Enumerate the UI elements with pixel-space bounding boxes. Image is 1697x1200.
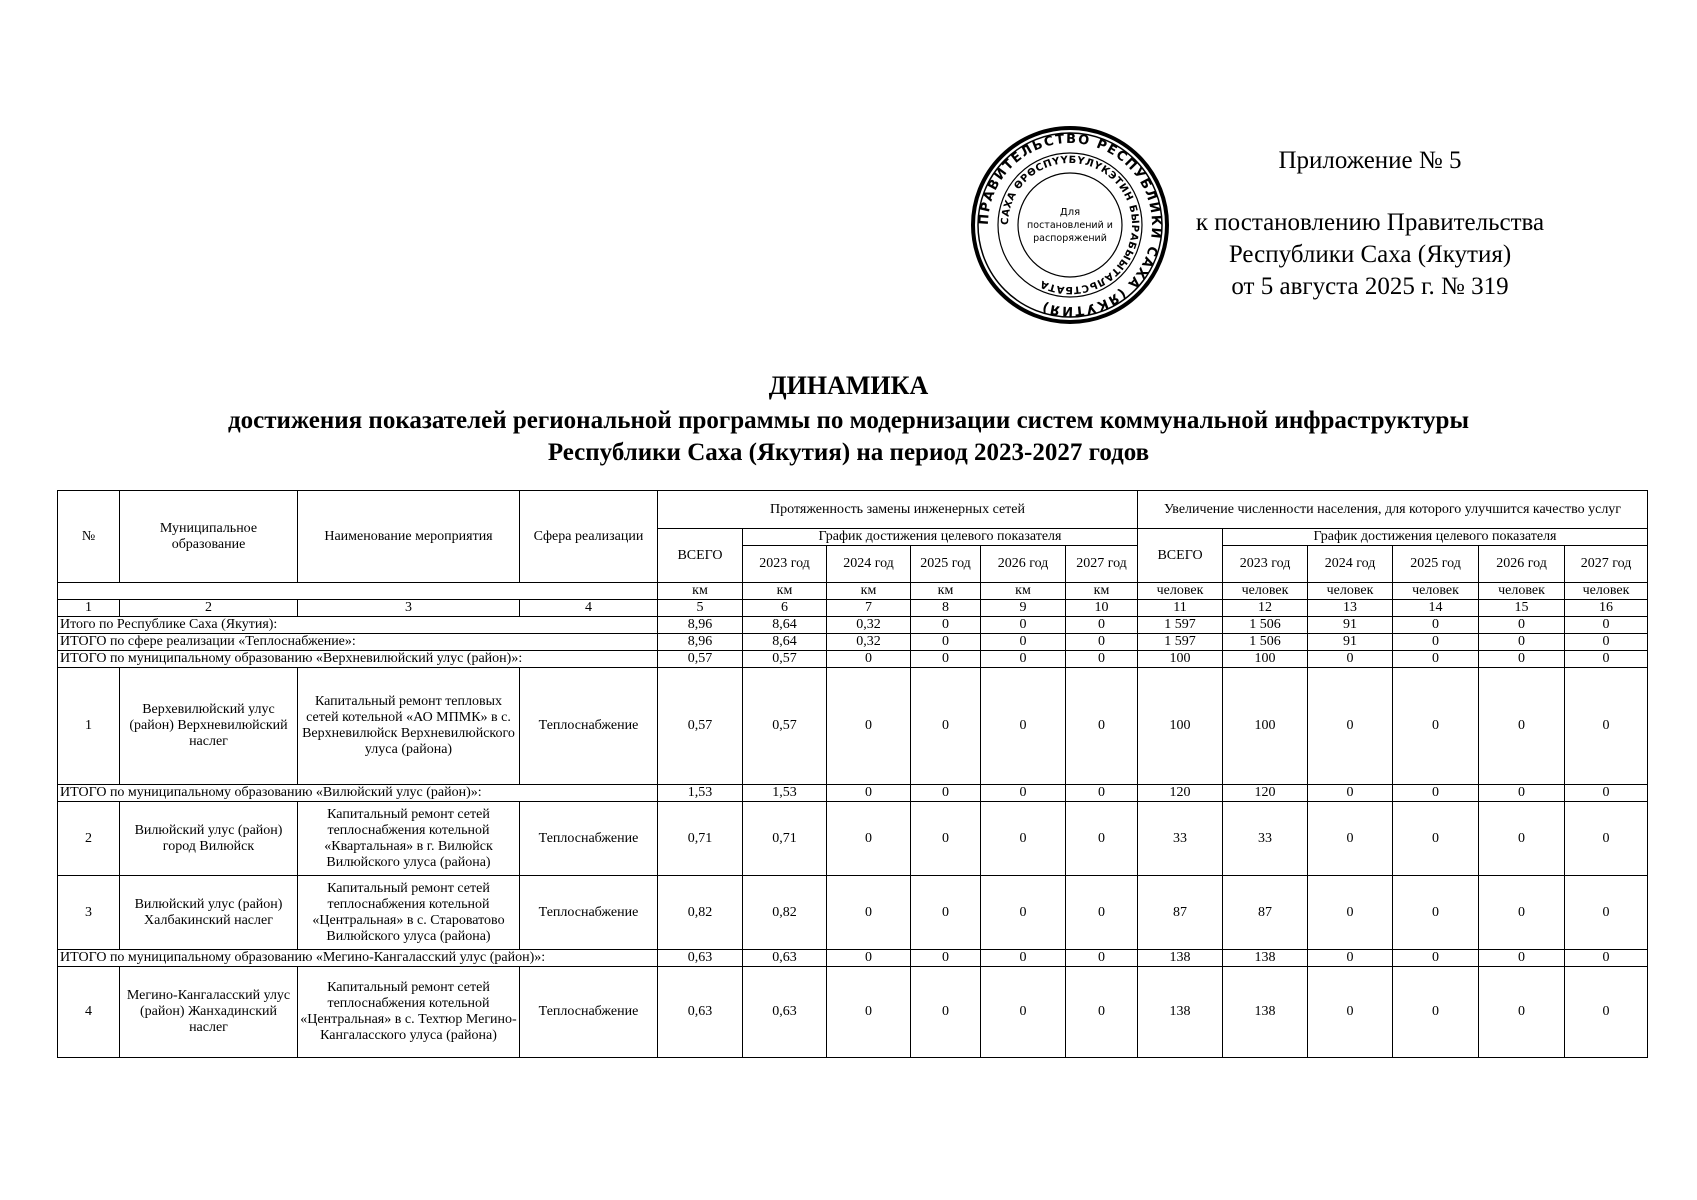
header-total-km: ВСЕГО (658, 529, 743, 583)
table-cell: 0,57 (743, 668, 827, 785)
table-cell: 138 (1223, 950, 1308, 967)
unit-spacer (58, 583, 658, 600)
table-cell: 0 (1308, 950, 1393, 967)
table-cell: 8,64 (743, 617, 827, 634)
row-municipality: Верхевилюйский улус (район) Верхневилюйский наслег (120, 668, 298, 785)
table-cell: 0 (1308, 802, 1393, 876)
header-year-km: 2027 год (1066, 546, 1138, 583)
table-cell: 0 (1066, 967, 1138, 1058)
header-sphere: Сфера реализации (520, 491, 658, 583)
table-cell: 0 (1565, 634, 1648, 651)
header-population-group: Увеличение численности населения, для которого улучшится качество услуг (1138, 491, 1648, 529)
table-cell: 0 (911, 634, 981, 651)
table-cell: 33 (1223, 802, 1308, 876)
table-cell: 0 (1393, 668, 1479, 785)
unit-km: км (658, 583, 743, 600)
table-cell: 0 (1393, 651, 1479, 668)
column-number: 4 (520, 600, 658, 617)
appendix-line-1: к постановлению Правительства (1195, 209, 1545, 236)
column-number-row (58, 600, 1648, 617)
column-number: 6 (743, 600, 827, 617)
total-row-label: Итого по Республике Саха (Якутия): (58, 617, 658, 634)
table-cell: 0 (1393, 634, 1479, 651)
table-cell: 87 (1223, 876, 1308, 950)
column-number: 13 (1308, 600, 1393, 617)
column-number: 16 (1565, 600, 1648, 617)
header-year-people: 2025 год (1393, 546, 1479, 583)
appendix-header (1160, 145, 1580, 303)
table-cell: 0 (827, 802, 911, 876)
appendix-line-3: от 5 августа 2025 г. № 319 (1231, 273, 1509, 300)
header-year-km: 2026 год (981, 546, 1066, 583)
header-measure: Наименование мероприятия (298, 491, 520, 583)
table-cell: 0,71 (658, 802, 743, 876)
table-cell: 100 (1223, 651, 1308, 668)
table-cell: 91 (1308, 617, 1393, 634)
column-number: 14 (1393, 600, 1479, 617)
seal-center-line-2: постановлений и (1027, 220, 1113, 231)
appendix-line-2: Республики Саха (Якутия) (1228, 241, 1512, 268)
table-cell: 0 (1308, 668, 1393, 785)
table-cell: 0 (827, 785, 911, 802)
dynamics-table (57, 490, 1648, 1058)
table-cell: 0 (1479, 634, 1565, 651)
table-cell: 0,82 (743, 876, 827, 950)
table-cell: 0 (1066, 617, 1138, 634)
table-cell: 0 (981, 668, 1066, 785)
total-row-sphere (58, 634, 1648, 651)
table-cell: 0 (1479, 802, 1565, 876)
table-cell: 8,96 (658, 634, 743, 651)
unit-people: человек (1223, 583, 1308, 600)
table-cell: 0 (1066, 876, 1138, 950)
row-measure: Капитальный ремонт сетей теплоснабжения котельной «Центральная» в с. Техтюр Мегино-Кангаласского улуса (района) (298, 967, 520, 1058)
header-year-people: 2024 год (1308, 546, 1393, 583)
table-cell: 0 (1479, 950, 1565, 967)
header-municipality: Муниципальное образование (120, 491, 298, 583)
table-cell: 0,63 (658, 950, 743, 967)
table-cell: 0 (981, 967, 1066, 1058)
header-total-people: ВСЕГО (1138, 529, 1223, 583)
column-number: 9 (981, 600, 1066, 617)
seal-center-line-1: Для (1059, 207, 1081, 218)
header-year-km: 2024 год (827, 546, 911, 583)
table-cell: 0 (981, 876, 1066, 950)
table-cell: 1 597 (1138, 634, 1223, 651)
unit-people: человек (1479, 583, 1565, 600)
table-cell: 0 (981, 785, 1066, 802)
header-schedule-km: График достижения целевого показателя (743, 529, 1138, 546)
row-measure: Капитальный ремонт сетей теплоснабжения котельной «Центральная» в с. Староватово Вилюйского улуса (района) (298, 876, 520, 950)
column-number: 11 (1138, 600, 1223, 617)
table-cell: 0 (1066, 785, 1138, 802)
table-cell: 1 597 (1138, 617, 1223, 634)
table-cell: 0 (981, 802, 1066, 876)
table-row (58, 668, 1648, 785)
unit-km: км (743, 583, 827, 600)
table-cell: 0,71 (743, 802, 827, 876)
table-cell: 91 (1308, 634, 1393, 651)
table-cell: 0 (1393, 785, 1479, 802)
table-cell: 0 (1479, 967, 1565, 1058)
table-cell: 0,63 (743, 950, 827, 967)
table-cell: 8,96 (658, 617, 743, 634)
table-row (58, 876, 1648, 950)
table-cell: 8,64 (743, 634, 827, 651)
column-number: 8 (911, 600, 981, 617)
table-cell: 0 (1393, 950, 1479, 967)
row-number: 4 (58, 967, 120, 1058)
table-cell: 1 506 (1223, 617, 1308, 634)
row-sphere: Теплоснабжение (520, 668, 658, 785)
official-seal (970, 125, 1170, 325)
column-number: 12 (1223, 600, 1308, 617)
table-cell: 33 (1138, 802, 1223, 876)
table-cell: 0 (1066, 802, 1138, 876)
table-cell: 0 (1565, 950, 1648, 967)
table-cell: 1,53 (658, 785, 743, 802)
row-municipality: Вилюйский улус (район) город Вилюйск (120, 802, 298, 876)
row-sphere: Теплоснабжение (520, 967, 658, 1058)
table-cell: 0 (1308, 785, 1393, 802)
table-cell: 0 (911, 876, 981, 950)
header-length-group: Протяженность замены инженерных сетей (658, 491, 1138, 529)
unit-km: км (827, 583, 911, 600)
table-cell: 0 (1565, 651, 1648, 668)
unit-km: км (911, 583, 981, 600)
table-cell: 0 (1565, 785, 1648, 802)
row-measure: Капитальный ремонт тепловых сетей котельной «АО МПМК» в с. Верхневилюйск Верхневилюйского улуса (района) (298, 668, 520, 785)
table-row (58, 967, 1648, 1058)
table-cell: 0 (1393, 617, 1479, 634)
table-cell: 138 (1223, 967, 1308, 1058)
table-cell: 87 (1138, 876, 1223, 950)
unit-people: человек (1308, 583, 1393, 600)
table-cell: 0 (1479, 785, 1565, 802)
header-year-people: 2026 год (1479, 546, 1565, 583)
column-number: 1 (58, 600, 120, 617)
table-cell: 0 (981, 634, 1066, 651)
table-cell: 0,57 (658, 651, 743, 668)
table-cell: 138 (1138, 967, 1223, 1058)
table-cell: 0 (1308, 651, 1393, 668)
table-cell: 0 (827, 876, 911, 950)
table-cell: 0,32 (827, 634, 911, 651)
seal-center-line-3: распоряжений (1033, 233, 1107, 244)
column-number: 5 (658, 600, 743, 617)
table-cell: 0 (981, 617, 1066, 634)
table-cell: 0 (1479, 876, 1565, 950)
table-cell: 0 (1066, 668, 1138, 785)
table-cell: 0 (911, 967, 981, 1058)
header-schedule-people: График достижения целевого показателя (1223, 529, 1648, 546)
table-cell: 0,63 (743, 967, 827, 1058)
total-row-megino (58, 950, 1648, 967)
table-cell: 0 (911, 668, 981, 785)
table-cell: 100 (1223, 668, 1308, 785)
table-cell: 0 (1565, 802, 1648, 876)
row-measure: Капитальный ремонт сетей теплоснабжения котельной «Квартальная» в г. Вилюйск Вилюйского улуса (района) (298, 802, 520, 876)
total-row-verkhnevilyuy (58, 651, 1648, 668)
row-municipality: Мегино-Кангаласский улус (район) Жанхадинский наслег (120, 967, 298, 1058)
table-cell: 0 (1565, 617, 1648, 634)
table-cell: 0 (981, 651, 1066, 668)
table-cell: 0 (1308, 876, 1393, 950)
seal-outer-text: ПРАВИТЕЛЬСТВО РЕСПУБЛИКИ САХА (ЯКУТИЯ) (976, 131, 1164, 319)
table-cell: 0 (911, 950, 981, 967)
seal-inner-text: САХА ӨРӨСПҮҮБҮЛҮКЭТИН БЫРАБЫЫТАЛЬСТБАТА (999, 154, 1141, 296)
table-cell: 0 (827, 651, 911, 668)
table-cell: 0 (1479, 668, 1565, 785)
table-cell: 0,32 (827, 617, 911, 634)
table-cell: 1,53 (743, 785, 827, 802)
column-number: 15 (1479, 600, 1565, 617)
table-cell: 0 (1066, 950, 1138, 967)
row-sphere: Теплоснабжение (520, 802, 658, 876)
table-row (58, 802, 1648, 876)
column-number: 3 (298, 600, 520, 617)
table-cell: 0 (1565, 668, 1648, 785)
column-number: 10 (1066, 600, 1138, 617)
header-year-people: 2027 год (1565, 546, 1648, 583)
table-cell: 0 (1479, 651, 1565, 668)
table-cell: 0 (981, 950, 1066, 967)
table-cell: 0 (827, 668, 911, 785)
document-subtitle-2: Республики Саха (Якутия) на период 2023-2027 годов (547, 439, 1150, 466)
table-cell: 0,57 (658, 668, 743, 785)
row-number: 1 (58, 668, 120, 785)
row-municipality: Вилюйский улус (район) Халбакинский наслег (120, 876, 298, 950)
total-row-label: ИТОГО по муниципальному образованию «Мегино-Кангаласский улус (район)»: (58, 950, 658, 967)
row-number: 2 (58, 802, 120, 876)
table-cell: 0 (1565, 876, 1648, 950)
table-cell: 0 (1393, 802, 1479, 876)
table-cell: 100 (1138, 651, 1223, 668)
header-year-km: 2025 год (911, 546, 981, 583)
unit-km: км (1066, 583, 1138, 600)
table-cell: 0 (1308, 967, 1393, 1058)
unit-people: человек (1138, 583, 1223, 600)
total-row-republic (58, 617, 1648, 634)
column-number: 2 (120, 600, 298, 617)
total-row-vilyuy (58, 785, 1648, 802)
table-cell: 0 (1066, 634, 1138, 651)
unit-people: человек (1393, 583, 1479, 600)
unit-km: км (981, 583, 1066, 600)
table-cell: 0 (1565, 967, 1648, 1058)
row-number: 3 (58, 876, 120, 950)
table-cell: 120 (1138, 785, 1223, 802)
header-no: № (58, 491, 120, 583)
header-year-km: 2023 год (743, 546, 827, 583)
table-cell: 0 (1393, 876, 1479, 950)
document-title: ДИНАМИКА (768, 371, 929, 400)
table-cell: 0,57 (743, 651, 827, 668)
table-cell: 0 (1479, 617, 1565, 634)
table-cell: 0 (1393, 967, 1479, 1058)
total-row-label: ИТОГО по сфере реализации «Теплоснабжение»: (58, 634, 658, 651)
document-subtitle-1: достижения показателей региональной программы по модернизации систем коммунальной инфраструктуры (228, 407, 1469, 434)
appendix-number: Приложение № 5 (1278, 147, 1462, 174)
table-cell: 0,63 (658, 967, 743, 1058)
table-cell: 100 (1138, 668, 1223, 785)
table-cell: 0 (911, 651, 981, 668)
table-cell: 0 (1066, 651, 1138, 668)
table-cell: 0 (911, 802, 981, 876)
column-number: 7 (827, 600, 911, 617)
table-cell: 0,82 (658, 876, 743, 950)
table-cell: 120 (1223, 785, 1308, 802)
table-cell: 0 (911, 617, 981, 634)
row-sphere: Теплоснабжение (520, 876, 658, 950)
unit-people: человек (1565, 583, 1648, 600)
table-cell: 0 (827, 967, 911, 1058)
table-cell: 138 (1138, 950, 1223, 967)
total-row-label: ИТОГО по муниципальному образованию «Вилюйский улус (район)»: (58, 785, 658, 802)
header-year-people: 2023 год (1223, 546, 1308, 583)
table-cell: 1 506 (1223, 634, 1308, 651)
table-cell: 0 (911, 785, 981, 802)
total-row-label: ИТОГО по муниципальному образованию «Верхневилюйский улус (район)»: (58, 651, 658, 668)
table-cell: 0 (827, 950, 911, 967)
